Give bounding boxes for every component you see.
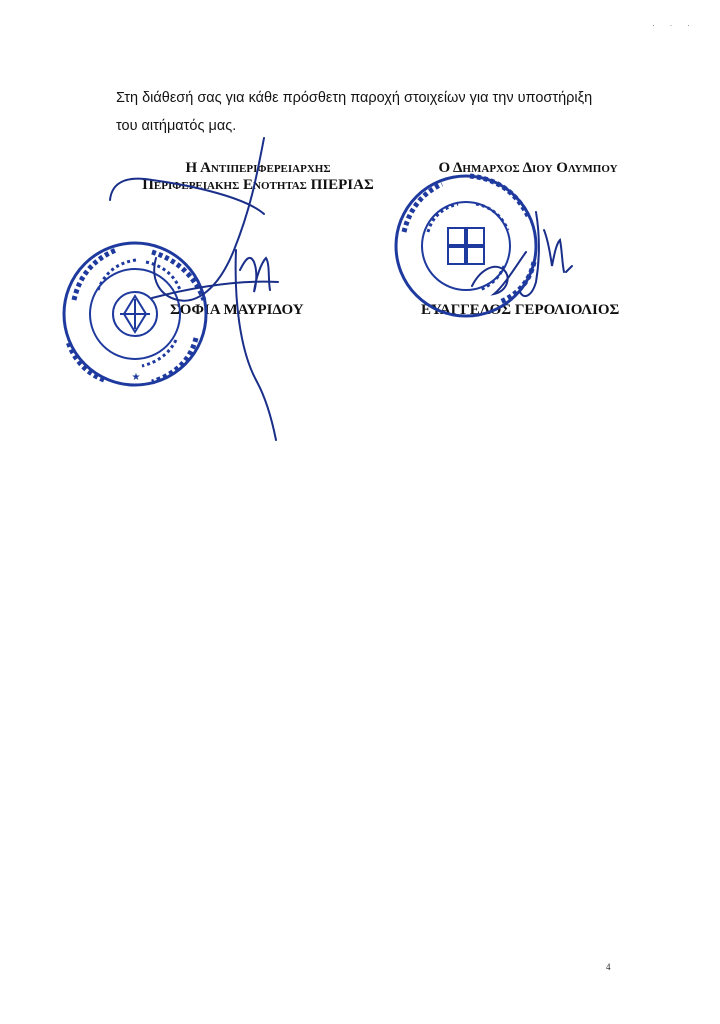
right-handwritten-signature [472, 212, 572, 296]
right-signatory-title [408, 160, 648, 177]
left-signatory-title [113, 160, 403, 194]
page-number: 4 [606, 962, 611, 972]
left-title-line-2: Περιφερειακης Ενοτητας ΠΙΕΡΙΑΣ [142, 177, 374, 193]
closing-paragraph: Στη διάθεσή σας για κάθε πρόσθετη παροχή στοιχείων για την υποστήριξη του αιτήματός μας. [116, 90, 593, 134]
left-signatory-name: ΣΟΦΙΑ ΜΑΥΡΙΔΟΥ [170, 302, 304, 318]
right-official-stamp [396, 176, 536, 316]
right-title-line-1: Ο Δημαρχος Διου Ολυμπου [438, 160, 618, 176]
right-signatory-name: ΕΥΑΓΓΕΛΟΣ ΓΕΡΟΛΙΟΛΙΟΣ [421, 302, 620, 318]
corner-marks: · · · [652, 20, 696, 30]
left-title-line-1: Η Αντιπεριφερειαρχης [185, 160, 331, 176]
svg-text:★: ★ [131, 372, 141, 383]
